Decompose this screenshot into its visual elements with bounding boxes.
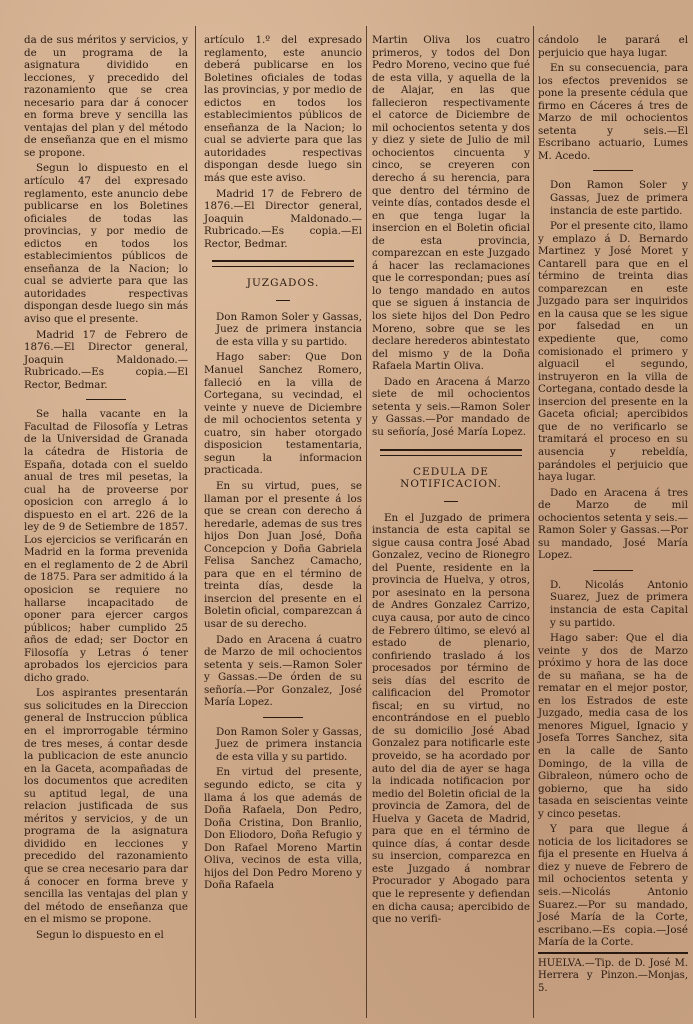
printer-footer: HUELVA.—Tip. de D. José M. Herrera y Pinzon.—Monjas, 5. <box>538 952 688 996</box>
separator-rule <box>444 501 458 502</box>
section-rule <box>212 260 354 267</box>
paragraph: Madrid 17 de Febrero de 1876.—El Director general, Joaquin Maldonado.—Rubricado.—Es copia.—El Rector, Bedmar. <box>204 187 362 250</box>
paragraph: En virtud del presente, segundo edicto, se cita y llama á los que además de Doña Rafaela, Don Pedro, Doña Cristina, Don Branlio, Don Eliodoro, Doña Refugio y Don Rafael Moreno Martin Oliva, vecinos de esta villa, hijos del Don Pedro Moreno y Doña Rafaela <box>204 766 362 892</box>
paragraph: Segun lo dispuesto en el artículo 47 del expresado reglamento, este anuncio debe publicarse en los Boletines oficiales de todas las provincias, y por medio de edictos en todos los establecimientos públicos de enseñanza de la Nacion; lo cual se advierte para que las autoridades respectivas dispongan desde luego sin más aviso que el presente. <box>24 162 188 326</box>
column-rule <box>533 26 534 1018</box>
paragraph: Segun lo dispuesto en el <box>36 928 164 941</box>
paragraph: Dado en Aracena á Marzo siete de mil ochocientos setenta y seis.—Ramon Soler y Gassas.—Por mandado de su señoría, José María Lopez. <box>372 375 530 438</box>
edict-heading: D. Nicolás Antonio Suarez, Juez de primera instancia de esta Capital y su partido. <box>550 578 688 629</box>
paragraph: Y para que llegue á noticia de los licitadores se fija el presente en Huelva á diez y nueve de Febrero de mil ochocientos setenta y seis.—Nicolás Antonio Suarez.—Por su mandado, José María de la Corte, escribano.—Es copia.—José María de la Corte. <box>538 823 688 949</box>
column-rule <box>195 26 196 1018</box>
paragraph: Dado en Aracena á cuatro de Marzo de mil ochocientos setenta y seis.—Ramon Soler y Gassas.—De órden de su señoría.—Por Gonzalez, José María Lopez. <box>204 633 362 709</box>
paragraph: En su virtud, pues, se llaman por el presente á los que se crean con derecho á heredarle, ademas de sus tres hijos Don Juan José, Doña Concepcion y Doña Gabriela Felisa Sanchez Camacho, para que en el término de treinta días, desde la insercion del presente en el Boletin oficial, comparezcan á usar de su derecho. <box>204 479 362 630</box>
section-heading-cedula: CEDULA DE NOTIFICACION. <box>400 465 502 491</box>
separator-rule <box>276 300 290 301</box>
edict-heading: Don Ramon Soler y Gassas, Juez de primera instancia de esta villa y su partido. <box>216 310 362 348</box>
paragraph: Martin Oliva los cuatro primeros, y todos del Don Pedro Moreno, vecino que fué de esta villa, y aquella de la de Alajar, en las que fallecieron respectivamente el catorce de Diciembre de mil ochocientos setenta y dos y diez y siete de Julio de mil ochocientos cincuenta y cinco, se creyeren con derecho á su herencia, para que dentro del término de veinte días, contados desde el en que tenga lugar la insercion en el Boletin oficial de esta provincia, comparezcan en este Juzgado á hacer las reclamaciones que le correspondan; pues así lo tengo mandado en autos que se siguen á instancia de los siete hijos del Don Pedro Moreno, sobre que se les declare herederos abintestato del mismo y de la Doña Rafaela Martin Oliva. <box>372 34 530 373</box>
paragraph: Madrid 17 de Febrero de 1876.—El Director general, Joaquin Maldonado.—Rubricado.—Es copia.—El Rector, Bedmar. <box>24 328 188 391</box>
paragraph: Hago saber: Que Don Manuel Sanchez Romero, falleció en la villa de Cortegana, su vecindad, el veinte y nueve de Diciembre de mil ochocientos setenta y cuatro, sin haber otorgado disposicion testamentaria, segun la informacion practicada. <box>204 351 362 477</box>
paragraph: Se halla vacante en la Facultad de Filosofía y Letras de la Universidad de Granada la cátedra de Historia de España, dotada con el sueldo anual de tres mil pesetas, la cual ha de proveerse por oposicion con arreglo á lo dispuesto en el art. 226 de la ley de 9 de Setiembre de 1857. Los ejercicios se verificarán en Madrid en la forma prevenida en el reglamento de 2 de Abril de 1875. Para ser admitido á la oposicion se requiere no hallarse incapacitado de oponer para ejercer cargos públicos; haber cumplido 25 años de edad; ser Doctor en Filosofía y Letras ó tener aprobados los ejercicios para dicho grado. <box>24 408 188 684</box>
paragraph: Los aspirantes presentarán sus solicitudes en la Direccion general de Instruccion pública en el improrrogable término de tres meses, á contar desde la publicacion de este anuncio en la Gaceta, acompañadas de los documentos que acrediten su aptitud legal, de una relacion justificada de sus méritos y servicios, y de un programa de la asignatura dividido en lecciones y precedido del razonamiento que se crea necesario para dar á conocer en forma breve y sencilla las ventajas del plan y del método de enseñanza que en el mismo se propone. <box>24 687 188 926</box>
paragraph: Dado en Aracena á tres de Marzo de mil ochocientos setenta y seis.—Ramon Soler y Gassas.—Por su mandado, José María Lopez. <box>538 486 688 562</box>
edict-heading: Don Ramon Soler y Gassas, Juez de primera instancia de esta villa y su partido. <box>216 725 362 763</box>
paragraph: artículo 1.º del expresado reglamento, este anuncio deberá publicarse en los Boletines oficiales de todas las provincias, y por medio de edictos en todos los establecimientos públicos de enseñanza de la Nacion; lo cual se advierte para que las autoridades respectivas dispongan desde luego sin más que este aviso. <box>204 34 362 185</box>
separator-rule <box>593 170 633 171</box>
column-4 <box>538 34 688 998</box>
separator-rule <box>593 570 633 571</box>
paragraph: cándolo le parará el perjuicio que haya lugar. <box>538 34 688 59</box>
paragraph: En su consecuencia, para los efectos prevenidos se pone la presente cédula que firmo en Cáceres á tres de Marzo de mil ochocientos setenta y seis.—El Escribano actuario, Lumes M. Acedo. <box>538 62 688 162</box>
separator-rule <box>263 717 303 718</box>
paragraph: En el Juzgado de primera instancia de esta capital se sigue causa contra José Abad Gonzalez, vecino de Rionegro del Puente, residente en la provincia de Huelva, y otros, por asesinato en la persona de Andres Gonzalez Carrizo, cuya causa, por auto de cinco de Febrero último, se elevó al estado de plenario, confiriendo traslado á los procesados por término de seis días del escrito de calificacion del Promotor fiscal; en su virtud, no encontrándose en el pueblo de su domicilio José Abad Gonzalez para notificarle este proveido, se ha acordado por auto del dia de ayer se haga la indicada notificacion por medio del Boletin oficial de la provincia de Zamora, del de Huelva y Gaceta de Madrid, para que en el término de quince días, á contar desde su insercion, comparezca en este Juzgado á nombrar Procurador y Abogado para que le represente y defiendan en dicha causa; apercibido de que no verifi- <box>372 511 530 926</box>
section-heading-juzgados: JUZGADOS. <box>246 277 320 290</box>
column-1 <box>24 34 188 944</box>
section-rule <box>380 449 522 456</box>
column-3 <box>372 34 530 929</box>
column-rule <box>366 26 367 1018</box>
paragraph: Hago saber: Que el dia veinte y dos de Marzo próximo y hora de las doce de su mañana, se ha de rematar en el mejor postor, en los Estrados de este Juzgado, media casa de los menores Miguel, Ignacio y Josefa Torres Sanchez, sita en la calle de Santo Domingo, de la villa de Gibraleon, número ocho de gobierno, que ha sido tasada en seiscientas veinte y cinco pesetas. <box>538 632 688 820</box>
separator-rule <box>86 399 126 400</box>
column-2 <box>204 34 362 895</box>
paragraph: da de sus méritos y servicios, y de un programa de la asignatura dividido en lecciones, y precedido del razonamiento que se crea necesario para dar á conocer en forma breve y sencilla las ventajas del plan y del método de enseñanza que en el mismo se propone. <box>24 34 188 159</box>
edict-heading: Don Ramon Soler y Gassas, Juez de primera instancia de este partido. <box>550 179 688 217</box>
paragraph: Por el presente cito, llamo y emplazo á D. Bernardo Martinez y José Moret y Cantarell para que en el término de treinta dias comparezcan en este Juzgado para ser inquiridos en la causa que se les sigue por falsedad en un expediente que, como comisionado el primero y alguacil el segundo, instruyeron en la villa de Cortegana, contado desde la insercion del presente en la Gaceta oficial; apercibidos que de no verificarlo se tramitará el proceso en su ausencia y rebeldía, parándoles el perjuicio que haya lugar. <box>538 220 688 484</box>
